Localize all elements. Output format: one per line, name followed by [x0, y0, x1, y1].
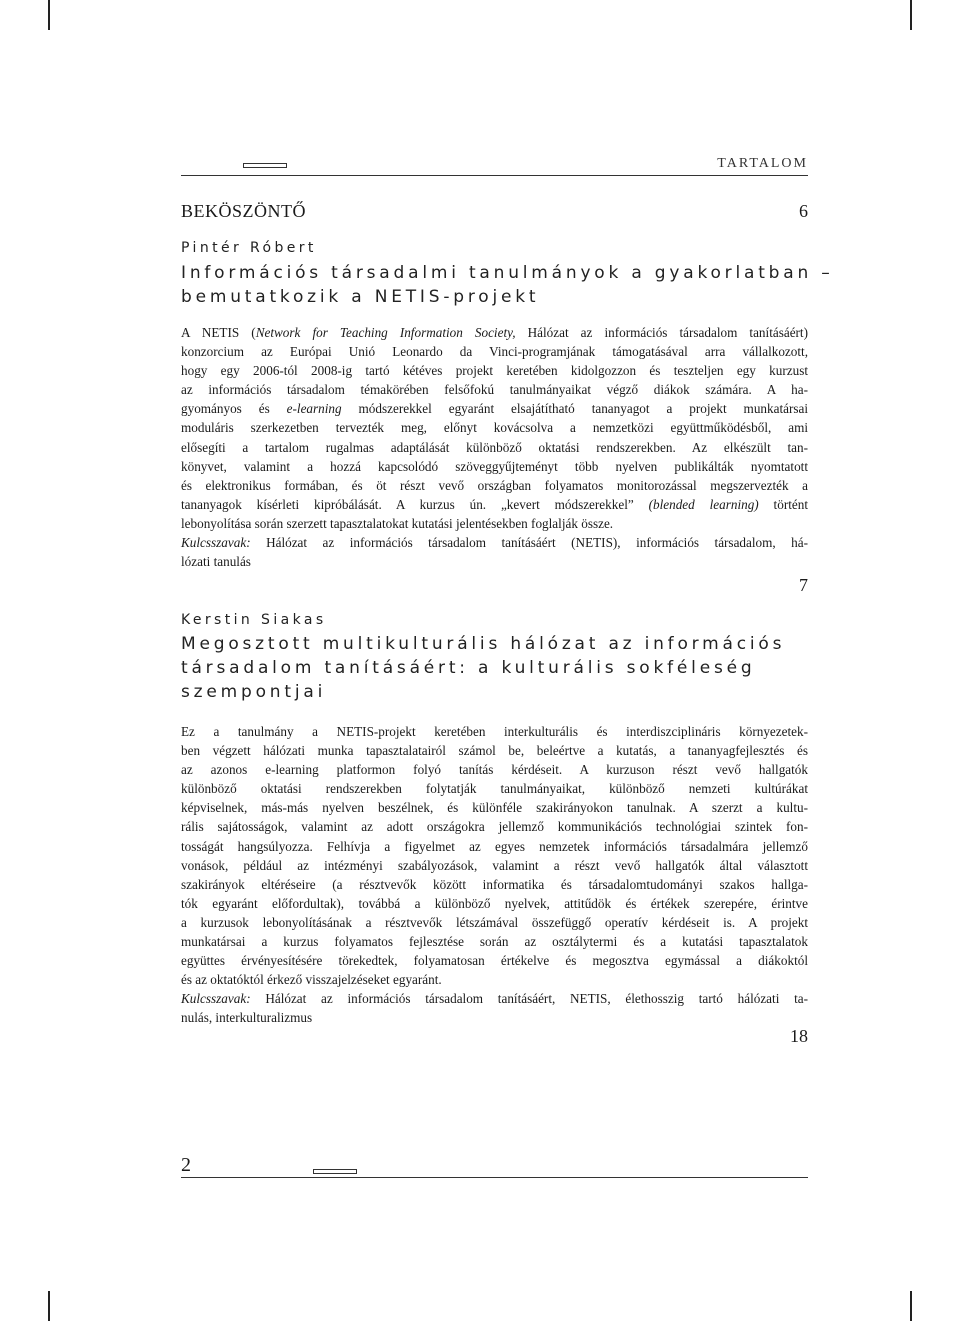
abstract-line: könyvet, valamint a hozzá kapcsolódó szöveggyűjteményt több nyelven publikálták nyomtatott	[181, 458, 808, 474]
abstract-line: lebonyolítása során szerzett tapasztalatokat kutatási jelentésekben foglalják össze.	[181, 515, 614, 531]
abstract-line: és elektronikus formában, és öt részt vevő országban folyamatos monitorozással megszervezték a	[181, 477, 808, 493]
abstract-line: az információs társadalom témakörében felsőfokú tanulmányaikat végző diákok számára. A ha-	[181, 382, 808, 398]
crop-mark-top-right	[910, 0, 912, 30]
article-abstract	[181, 722, 808, 1028]
footer-ornament	[313, 1169, 357, 1174]
abstract-line: konzorcium az Európai Unió Leonardo da Vinci-programjának támogatásával arra vállalkozott,	[181, 344, 808, 360]
article-title	[181, 632, 785, 704]
abstract-line: az azonos e-learning platformon folyó tanítás kérdéseit. A kurzuson részt vevő hallgatók	[181, 762, 808, 778]
section-page-number: 6	[799, 201, 808, 221]
crop-mark-bottom-right	[910, 1291, 912, 1321]
abstract-line: ben végzett hálózati munka tapasztalatairól számol be, beleértve a kutatás, a tananyagfejlesztés és	[181, 743, 808, 759]
abstract-line: tók egyaránt előfordultak), továbbá a különböző nyelvek, attitűdök és értékek szerepére, érintve	[181, 895, 808, 911]
crop-mark-top-left	[48, 0, 50, 30]
article-author: Kerstin Siakas	[181, 612, 327, 628]
abstract-line: vonások, például az intézményi szabályozások, valamint a részt vevő hallgatók által választott	[181, 857, 808, 873]
keywords-line: nulás, interkulturalizmus	[181, 1010, 313, 1026]
article-abstract	[181, 323, 808, 571]
abstract-line	[181, 399, 808, 418]
abstract-line: munkatársai a kurzus folyamatos fejlesztése során az osztálytermi és a kutatási tapasztalatok	[181, 934, 808, 950]
abstract-line: tananyagok kísérleti kipróbálását. A kurzus ún. „kevert módszerekkel” (blended learning) történt	[181, 496, 808, 512]
crop-mark-bottom-left	[48, 1291, 50, 1321]
title-line: bemutatkozik a NETIS-projekt	[181, 287, 540, 307]
abstract-line: hogy egy 2006-tól 2008-ig tartó kétéves projekt keretében kidolgozzon és teszteljen egy kurzust	[181, 363, 808, 379]
abstract-line: szakirányok eltéréseire (a résztvevők között informatika és társadalomtudományi szakos hallga-	[181, 876, 808, 892]
abstract-line: Ez a tanulmány a NETIS-projekt keretében interkulturális és interdiszciplináris környezetek-	[181, 724, 808, 739]
running-header: TARTALOM	[717, 156, 808, 171]
keywords-label: Kulcsszavak:	[181, 535, 251, 551]
abstract-emphasis: (blended learning)	[648, 496, 759, 512]
abstract-line: és az oktatóktól érkező visszajelzéseket egyaránt.	[181, 972, 442, 988]
header-ornament	[243, 163, 287, 168]
folio-page-number: 2	[181, 1154, 191, 1176]
article-page-number: 7	[799, 575, 808, 595]
article-page-number: 18	[790, 1026, 808, 1046]
keywords-line: lózati tanulás	[181, 554, 251, 570]
abstract-emphasis: Network for Teaching Information Society,	[255, 325, 516, 340]
title-line: szempontjai	[181, 682, 327, 702]
keywords-label: Kulcsszavak:	[181, 991, 251, 1007]
abstract-line: elősegíti a tartalom rugalmas adaptálását különböző oktatási rendszerekben. Az elkészült tan-	[181, 439, 808, 455]
title-line: Információs társadalmi tanulmányok a gyakorlatban –	[181, 263, 834, 283]
keywords-line	[181, 533, 808, 552]
keywords-line	[181, 989, 808, 1008]
abstract-emphasis: e-learning	[286, 401, 342, 417]
abstract-line: moduláris szerkezetben tervezték meg, előnyt kovácsolva a nemzetközi együttműködésből, ami	[181, 420, 808, 436]
title-line: Megosztott multikulturális hálózat az információs	[181, 634, 786, 654]
abstract-line: rális sajátosságok, valamint az adott országokra jellemző kommunikációs technológiai szintek fon-	[181, 819, 808, 835]
abstract-line: a kurzusok lebonyolításának a résztvevők létszámával összefüggő operatív kérdéseit is. A projekt	[181, 914, 808, 930]
article-title	[181, 261, 834, 309]
section-title: BEKÖSZÖNTŐ	[181, 201, 306, 221]
abstract-text: módszerekkel egyaránt elsajátítható tananyagot a projekt munkatársai	[341, 401, 809, 417]
abstract-text: A NETIS (	[181, 325, 256, 340]
abstract-line	[181, 323, 808, 342]
abstract-text: Hálózat az információs társadalom tanításáért)	[515, 325, 808, 340]
keywords-text: Hálózat az információs társadalom tanításáért (NETIS), információs társadalom, há-	[250, 535, 808, 551]
abstract-line: különböző oktatási rendszerekben folytatják tanulmányaikat, különböző nemzeti kultúrákat	[181, 781, 808, 797]
abstract-line: képviselnek, más-más nyelven beszélnek, és különféle szakirányokon tanulnak. A szerzt a kultu-	[181, 800, 808, 816]
abstract-line: együttes érvényesítésére törekedtek, folyamatosan értékelve és megosztva egymással a diákoktól	[181, 953, 808, 969]
abstract-line: tosságát hangsúlyozza. Felhívja a figyelmet az egyes nemzetek információs társadalmára jellemző	[181, 838, 808, 854]
abstract-text: gyományos és	[181, 401, 287, 417]
header-rule	[181, 175, 808, 176]
title-line: társadalom tanításáért: a kulturális sokféleség	[181, 658, 756, 678]
article-author: Pintér Róbert	[181, 240, 317, 256]
footer-rule	[181, 1177, 808, 1178]
keywords-text: Hálózat az információs társadalom tanításáért, NETIS, élethosszig tartó hálózati ta-	[250, 991, 808, 1007]
